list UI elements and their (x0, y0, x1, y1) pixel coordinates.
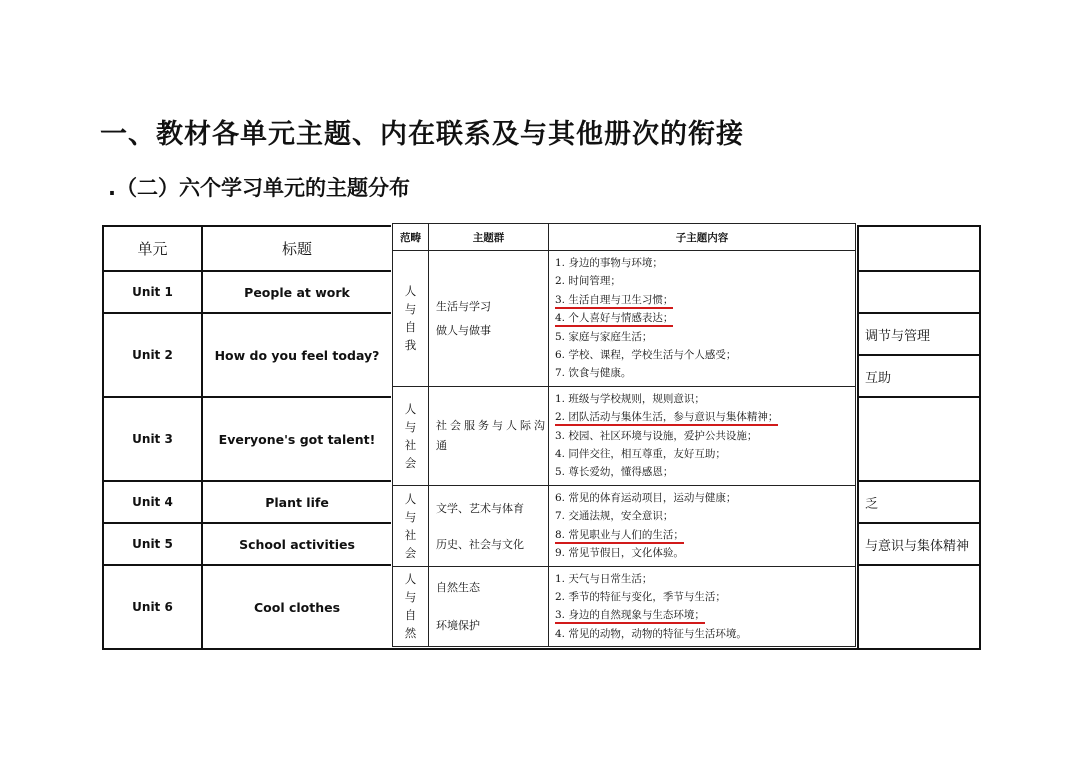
unit-cell: Unit 1 (103, 271, 202, 313)
partial-cell: 与意识与集体精神 (858, 523, 980, 565)
list-item: 2. 团队活动与集体生活，参与意识与集体精神； (555, 408, 855, 426)
list-item: 7. 饮食与健康。 (555, 367, 632, 380)
list-item: 6. 学校、课程，学校生活与个人感受； (555, 349, 737, 362)
unit-cell: Unit 3 (103, 397, 202, 481)
table-row (393, 386, 856, 485)
table-row (393, 251, 856, 387)
content-cell (549, 566, 856, 647)
list-item: 1. 身边的事物与环境； (555, 257, 663, 269)
unit-cell: Unit 4 (103, 481, 202, 523)
table-row (393, 566, 856, 647)
list-item: 4. 同伴交往，相互尊重，友好互助； (555, 448, 726, 461)
title-cell: People at work (202, 271, 392, 313)
section-subheading: .（二）六个学习单元的主题分布 (108, 176, 410, 200)
category-cell: 人 与 社 会 (393, 485, 429, 566)
content-cell (549, 251, 856, 387)
list-item: 8. 常见职业与人们的生活； (555, 526, 855, 544)
title-cell: How do you feel today? (202, 313, 392, 397)
group-header: 主题群 (429, 224, 549, 251)
list-item: 2. 季节的特征与变化，季节与生活； (555, 590, 726, 603)
list-item: 5. 家庭与家庭生活； (555, 330, 653, 343)
unit-cell: Unit 6 (103, 565, 202, 649)
partial-cell: 调节与管理 (858, 313, 980, 355)
category-cell: 人 与 社 会 (393, 386, 429, 485)
page-heading: 一、教材各单元主题、内在联系及与其他册次的衔接 (100, 119, 744, 150)
list-item: 3. 身边的自然现象与生态环境； (555, 606, 855, 624)
category-cell: 人 与 自 然 (393, 566, 429, 647)
list-item: 5. 尊长爱幼，懂得感恩； (555, 466, 674, 479)
list-item: 9. 常见节假日，文化体验。 (555, 547, 684, 560)
table-row (393, 485, 856, 566)
list-item: 7. 交通法规，安全意识； (555, 510, 674, 523)
curriculum-standard-table (392, 223, 856, 647)
list-item: 1. 班级与学校规则，规则意识； (555, 392, 705, 405)
title-cell: School activities (202, 523, 392, 565)
content-cell (549, 386, 856, 485)
group-cell: 生活与学习 做人与做事 (429, 251, 549, 387)
list-item: 2. 时间管理； (555, 275, 621, 288)
unit-header: 单元 (103, 226, 202, 271)
list-item: 1. 天气与日常生活； (555, 572, 653, 585)
title-cell: Cool clothes (202, 565, 392, 649)
list-item: 3. 生活自理与卫生习惯； (555, 291, 855, 309)
title-header: 标题 (202, 226, 392, 271)
content-cell (549, 485, 856, 566)
group-cell: 文学、艺术与体育 历史、社会与文化 (429, 485, 549, 566)
content-header: 子主题内容 (549, 224, 856, 251)
title-cell: Everyone's got talent! (202, 397, 392, 481)
partial-cell: 乏 (858, 481, 980, 523)
group-cell: 自然生态 环境保护 (429, 566, 549, 647)
unit-cell: Unit 2 (103, 313, 202, 397)
category-cell: 人 与 自 我 (393, 251, 429, 387)
list-item: 4. 常见的动物，动物的特征与生活环境。 (555, 627, 747, 640)
group-cell: 社会服务与人际沟通 (429, 386, 549, 485)
title-cell: Plant life (202, 481, 392, 523)
list-item: 6. 常见的体育运动项目，运动与健康； (555, 491, 737, 504)
partial-cell: 互助 (858, 355, 980, 397)
list-item: 4. 个人喜好与情感表达； (555, 309, 855, 327)
category-header: 范畴 (393, 224, 429, 251)
list-item: 3. 校园、社区环境与设施，爱护公共设施； (555, 429, 758, 442)
unit-cell: Unit 5 (103, 523, 202, 565)
